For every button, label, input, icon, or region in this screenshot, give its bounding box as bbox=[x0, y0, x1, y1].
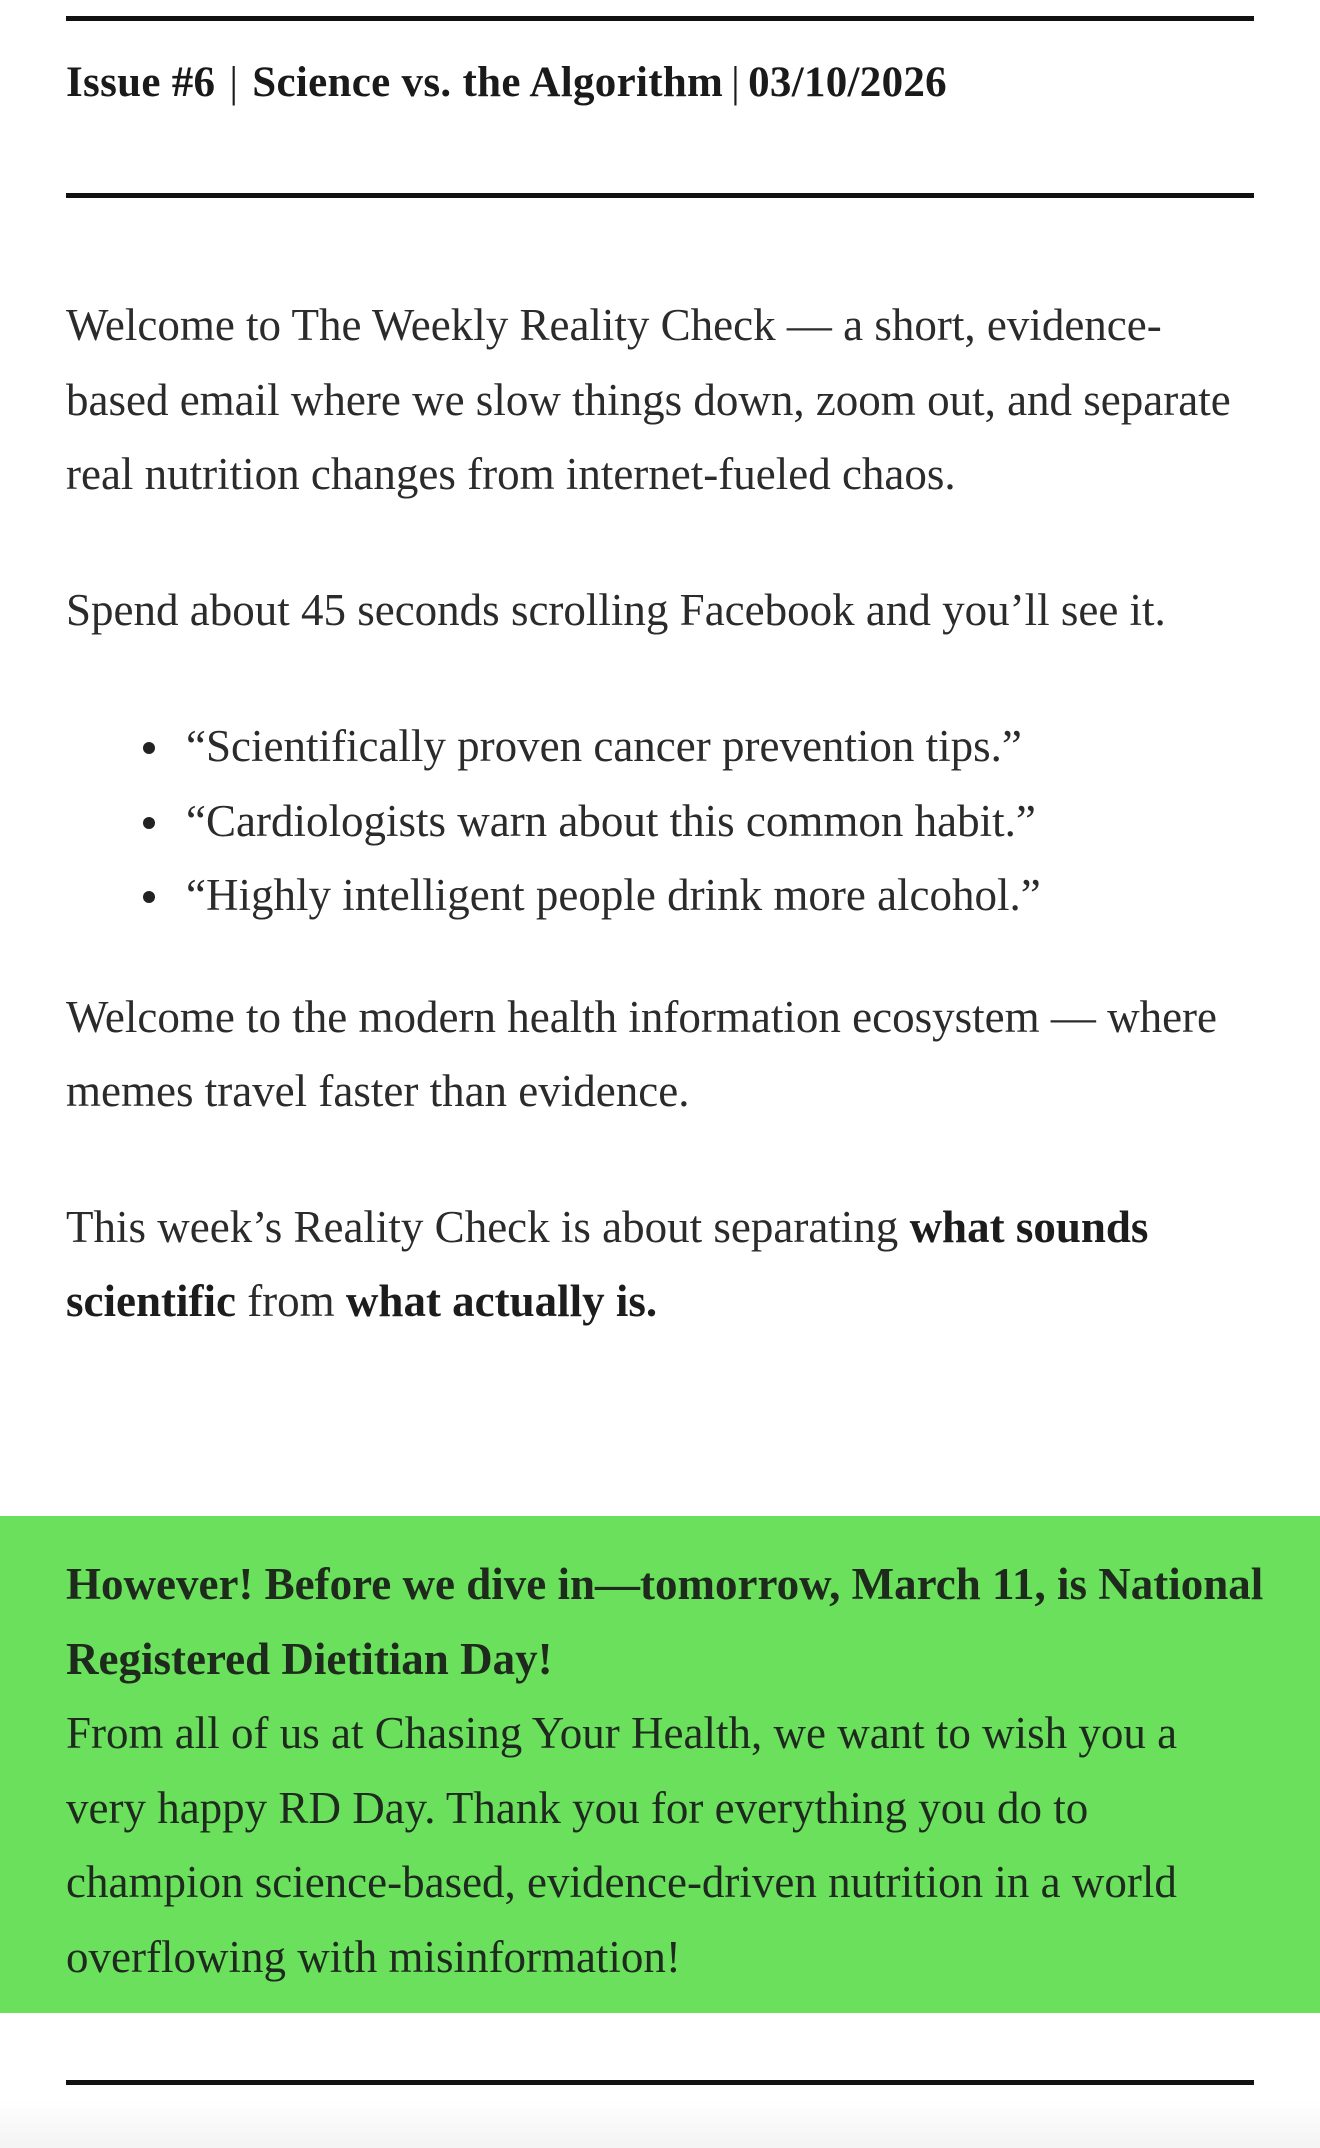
header-divider bbox=[66, 193, 1254, 198]
callout-headline: However! Before we dive in—tomorrow, March 11, is National Registered Dietitian Day! bbox=[66, 1559, 1264, 1684]
intro-paragraph: Welcome to The Weekly Reality Check — a short, evidence-based email where we slow things down, zoom out, and separate real nutrition changes from internet-fueled chaos. bbox=[66, 300, 1231, 499]
focus-text: This week’s Reality Check is about separating bbox=[66, 1201, 910, 1252]
callout-message: From all of us at Chasing Your Health, we want to wish you a very happy RD Day. Thank you for everything you do to champion science-based, evidence-driven nutrition in a world overflowing with misinformation! bbox=[66, 1708, 1178, 1982]
focus-emphasis: what actually is. bbox=[345, 1276, 658, 1326]
ecosystem-paragraph: Welcome to the modern health information ecosystem — where memes travel faster than evidence. bbox=[66, 991, 1218, 1116]
focus-text: from bbox=[235, 1276, 346, 1326]
headline-examples-list bbox=[66, 709, 1254, 933]
issue-number: Issue #6 bbox=[66, 59, 216, 106]
article-body bbox=[66, 288, 1254, 1339]
issue-date: 03/10/2026 bbox=[748, 59, 947, 106]
top-divider bbox=[66, 16, 1254, 21]
bottom-divider bbox=[66, 2080, 1254, 2085]
footer-area bbox=[0, 2100, 1320, 2148]
scrolling-paragraph: Spend about 45 seconds scrolling Facebook and you’ll see it. bbox=[66, 584, 1166, 635]
focus-paragraph bbox=[66, 1190, 1254, 1339]
list-item: “Highly intelligent people drink more alcohol.” bbox=[186, 858, 1254, 933]
issue-header bbox=[66, 58, 1254, 107]
issue-title: Science vs. the Algorithm bbox=[252, 59, 724, 106]
list-item: “Scientifically proven cancer prevention tips.” bbox=[186, 709, 1254, 784]
header-separator: | bbox=[731, 59, 741, 106]
focus-emphasis: what sounds scientific bbox=[66, 1201, 1149, 1326]
header-separator: | bbox=[229, 59, 239, 106]
list-item: “Cardiologists warn about this common habit.” bbox=[186, 784, 1254, 859]
rd-day-callout bbox=[0, 1516, 1320, 2013]
